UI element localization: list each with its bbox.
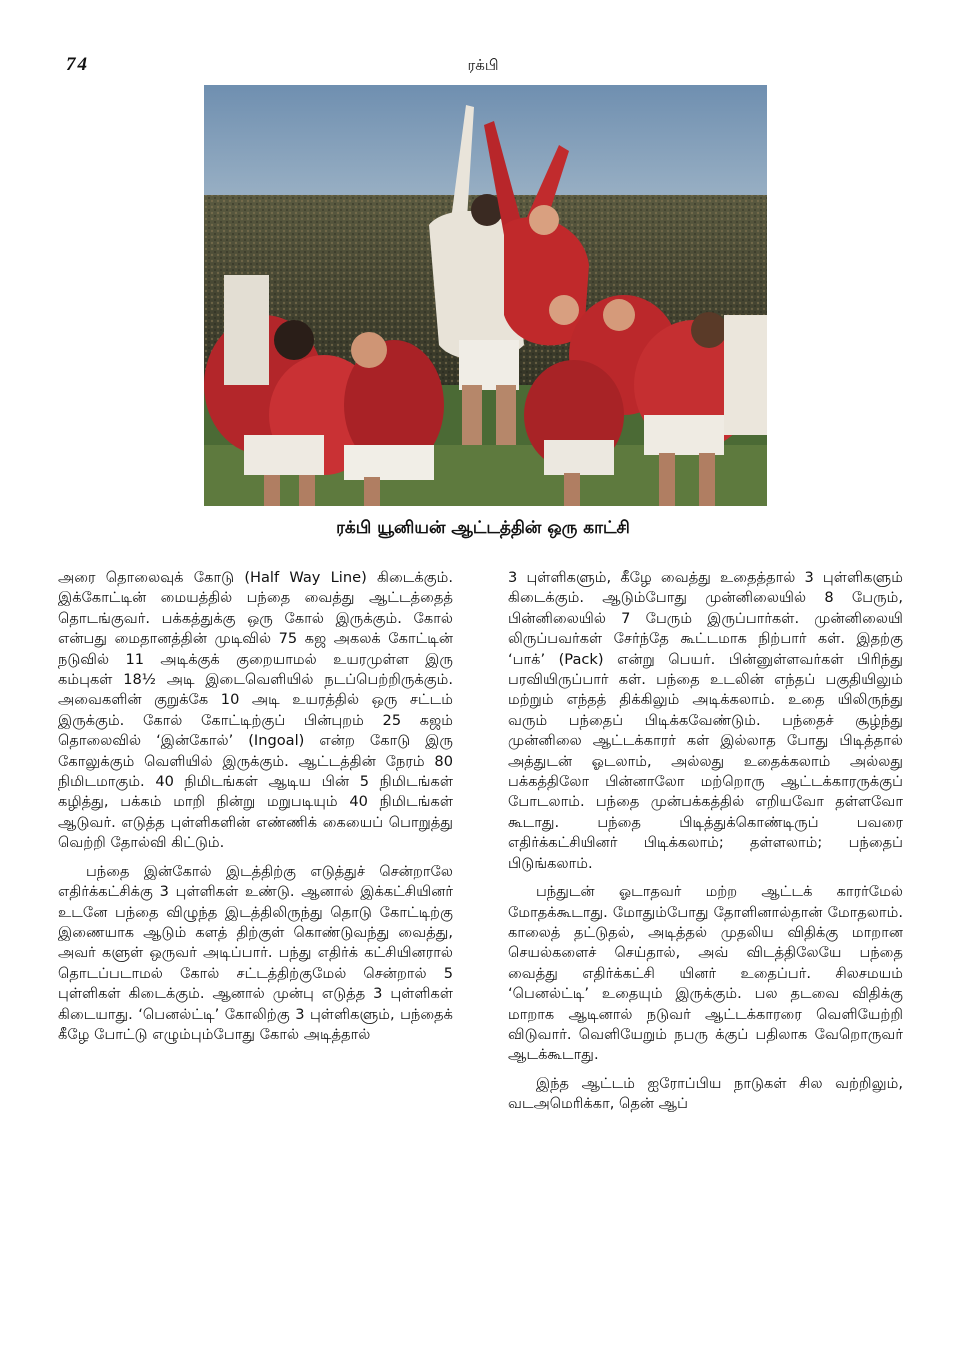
right-column	[508, 568, 903, 1115]
paragraph: பந்துடன் ஓடாதவர் மற்ற ஆட்டக் காரர்மேல் மோதக்கூடாது. மோதும்போது தோளினால்தான் மோதலாம். காலைத் தட்டுதல், அடித்தல் முதலிய விதிக்கு மாறான செயல்களைச் செய்தால், அவ் விடத்திலேயே பந்தை வைத்து எதிர்க்கட்சி யினர் உதைப்பர். சிலசமயம் ‘பெனல்ட்டி’ உதையும் இருக்கும். பல தடவை விதிக்கு மாறாக ஆடினால் நடுவர் ஆட்டக்காரரை வெளியேற்றி விடுவார். வெளியேறும் நபரு க்குப் பதிலாக வேறொருவர் ஆடக்கூடாது.	[508, 883, 903, 1064]
paragraph: இந்த ஆட்டம் ஐரோப்பிய நாடுகள் சில வற்றிலும், வடஅமெரிக்கா, தென் ஆப்	[508, 1074, 903, 1113]
running-title: ரக்பி	[467, 56, 499, 74]
paragraph: 3 புள்ளிகளும், கீழே வைத்து உதைத்தால் 3 புள்ளிகளும் கிடைக்கும். ஆடும்போது முன்னிலையில் 8 பேரும், பின்னிலையில் 7 பேரும் இருப்பார்கள். முன்னிலையி லிருப்பவர்கள் சேர்ந்தே கூட்டமாக நிற்பார் கள். இதற்கு ‘பாக்’ (Pack) என்று பெயர். பின்னுள்ளவர்கள் பிரிந்து பரவியிருப்பார் கள். பந்தை உடலின் எந்தப் பகுதியிலும் மற்றும் எந்தத் திக்கிலும் அடிக்கலாம். உதை யிலிருந்து வரும் பந்தைப் பிடிக்கவேண்டும். பந்தைச் சூழ்ந்து முன்னிலை ஆட்டக்காரர் கள் இல்லாத போது பிடித்தால் அத்துடன் ஓடலாம், அல்லது உதைக்கலாம் அல்லது பக்கத்திலோ பின்னாலோ மற்றொரு ஆட்டக்காரருக்குப் போடலாம். பந்தை முன்பக்கத்தில் எறியவோ தள்ளவோ கூடாது. பந்தை பிடித்துக்கொண்டிருப் பவரை எதிர்க்கட்சியினர் பிடிக்கலாம்; தள்ளலாம்; பந்தைப் பிடுங்கலாம்.	[508, 569, 903, 872]
figure-caption: ரக்பி யூனியன் ஆட்டத்தின் ஒரு காட்சி	[336, 518, 630, 538]
left-column	[58, 568, 453, 1045]
rugby-lineout-photo	[204, 85, 767, 506]
page-number: 74	[66, 54, 89, 75]
paragraph: பந்தை இன்கோல் இடத்திற்கு எடுத்துச் சென்றாலே எதிர்க்கட்சிக்கு 3 புள்ளிகள் உண்டு. ஆனால் இக்கட்சியினர் உடனே பந்தை விழுந்த இடத்திலிருந்து தொடு கோட்டிற்கு இணையாக ஆடும் களத் திற்குள் கொண்டுவந்து வைத்து, அவர் களுள் ஒருவர் அடிப்பார். பந்து எதிர்க் கட்சியினரால் தொடப்படாமல் கோல் சட்டத்திற்குமேல் சென்றால் 5 புள்ளிகள் கிடைக்கும். ஆனால் முன்பு எடுத்த 3 புள்ளிகள் கிடையாது. ‘பெனல்ட்டி’ கோலிற்கு 3 புள்ளிகளும், பந்தைக் கீழே போட்டு எழும்பும்போது கோல் அடித்தால்	[58, 862, 453, 1043]
paragraph: அரை தொலைவுக் கோடு (Half Way Line) கிடைக்கும். இக்கோட்டின் மையத்தில் பந்தை வைத்து ஆட்டத்தைத் தொடங்குவர். பக்கத்துக்கு ஒரு கோல் இருக்கும். கோல் என்பது மைதானத்தின் முடிவில் 75 கஜ அகலக் கோட்டின் நடுவில் 11 அடிக்குக் குறையாமல் உயரமுள்ள இரு கம்புகள் 18½ அடி இடைவெளியில் நடப்பெற்றிருக்கும். அவைகளின் குறுக்கே 10 அடி உயரத்தில் ஒரு சட்டம் இருக்கும். கோல் கோட்டிற்குப் பின்புறம் 25 கஜம் தொலைவில் ‘இன்கோல்’ (Ingoal) என்ற கோடு இரு கோலுக்கும் வெளியில் இருக்கும். ஆட்டத்தின் நேரம் 80 நிமிடமாகும். 40 நிமிடங்கள் ஆடிய பின் 5 நிமிடங்கள் கழித்து, பக்கம் மாறி நின்று மறுபடியும் 40 நிமிடங்கள் ஆடுவர். எடுத்த புள்ளிகளின் எண்ணிக் கையைப் பொறுத்து வெற்றி தோல்வி கிட்டும்.	[58, 569, 453, 852]
